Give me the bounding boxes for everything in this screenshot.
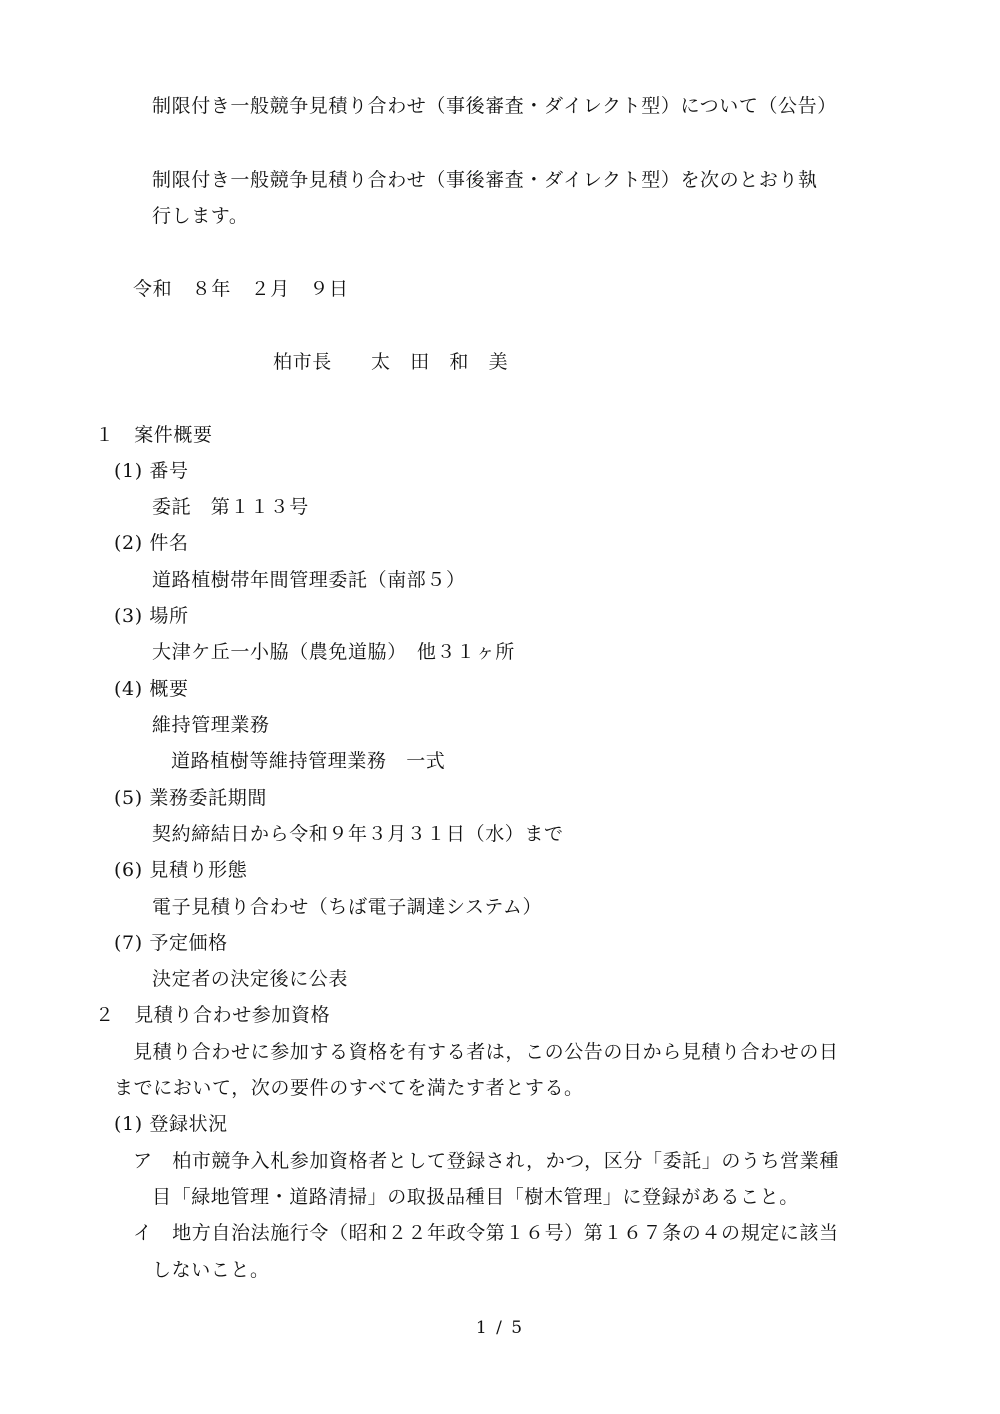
requirement-a-line-1: ア 柏市競争入札参加資格者として登録され，かつ，区分「委託」のうち営業種 [133,1150,839,1172]
item-number-label: (1) 番号 [114,460,189,482]
section-2-para-line-2: までにおいて，次の要件のすべてを満たす者とする。 [114,1077,584,1099]
item-format-label: (6) 見積り形態 [114,859,248,881]
item-number-value: 委託 第１１３号 [152,496,309,518]
section-1-heading: １ 案件概要 [95,424,213,446]
item-overview-value-2: 道路植樹等維持管理業務 一式 [171,750,446,772]
item-price-value: 決定者の決定後に公表 [152,968,349,990]
item-period-label: (5) 業務委託期間 [114,787,267,809]
item-name-value: 道路植樹帯年間管理委託（南部５） [152,569,466,591]
item-name-label: (2) 件名 [114,532,189,554]
item-price-label: (7) 予定価格 [114,932,228,954]
page-number: 1 / 5 [475,1318,525,1338]
item-overview-label: (4) 概要 [114,678,189,700]
section-2-heading: ２ 見積り合わせ参加資格 [95,1004,331,1026]
intro-line-1: 制限付き一般競争見積り合わせ（事後審査・ダイレクト型）を次のとおり執 [152,169,818,191]
item-format-value: 電子見積り合わせ（ちば電子調達システム） [152,896,543,918]
document-title: 制限付き一般競争見積り合わせ（事後審査・ダイレクト型）について（公告） [152,95,837,117]
registration-status-label: (1) 登録状況 [114,1113,228,1135]
requirement-a-line-2: 目「緑地管理・道路清掃」の取扱品種目「樹木管理」に登録があること。 [152,1186,799,1208]
item-overview-value-1: 維持管理業務 [152,714,270,736]
item-location-value: 大津ケ丘一小脇（農免道脇） 他３１ヶ所 [152,641,515,663]
section-2-para-line-1: 見積り合わせに参加する資格を有する者は，この公告の日から見積り合わせの日 [133,1041,839,1063]
issuer-name: 柏市長 太 田 和 美 [273,351,509,373]
requirement-i-line-1: イ 地方自治法施行令（昭和２２年政令第１６号）第１６７条の４の規定に該当 [133,1222,839,1244]
intro-line-2: 行します。 [152,205,249,227]
requirement-i-line-2: しないこと。 [152,1259,270,1281]
item-period-value: 契約締結日から令和９年３月３１日（水）まで [152,823,564,845]
announcement-date: 令和 ８年 ２月 ９日 [133,278,349,300]
item-location-label: (3) 場所 [114,605,189,627]
